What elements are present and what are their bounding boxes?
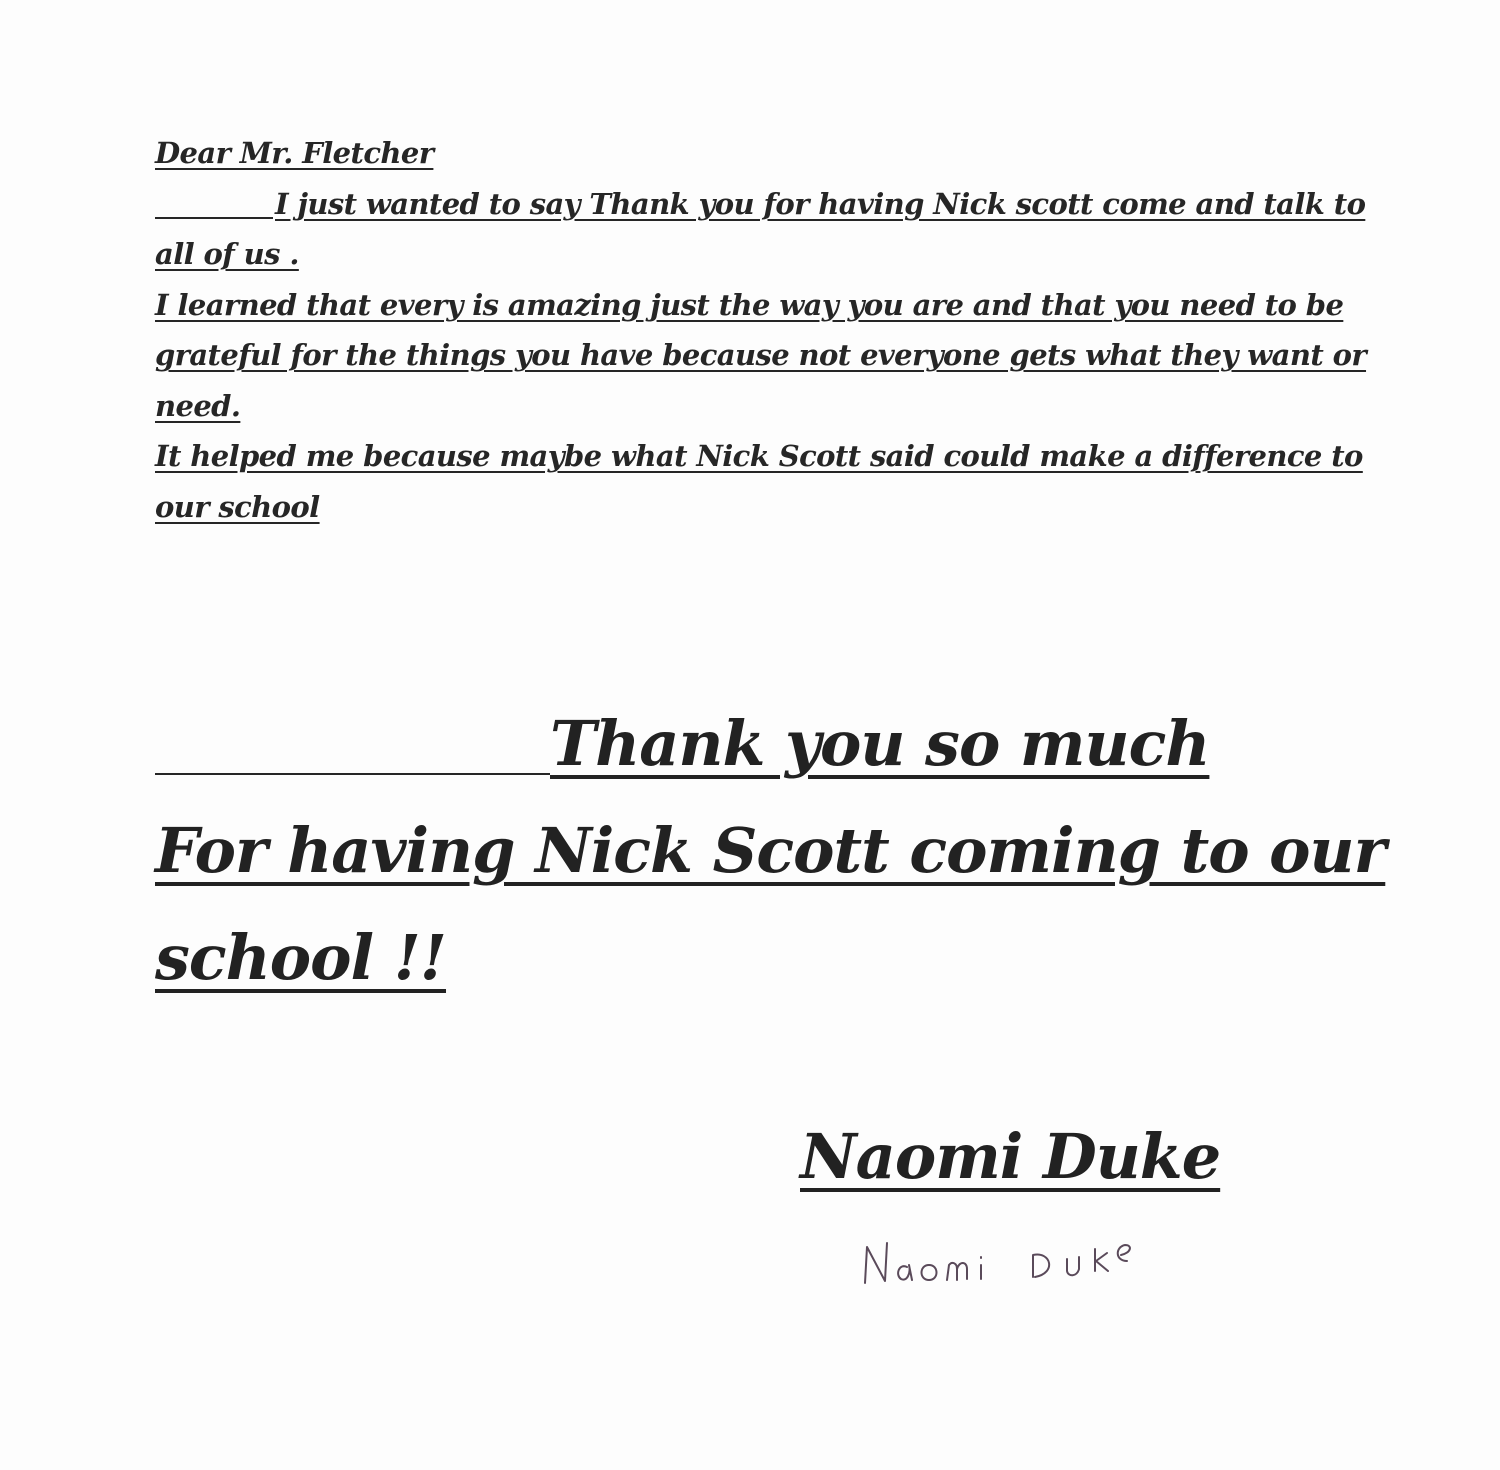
closing-line-2: For having Nick Scott coming to our school !! (155, 814, 1386, 994)
indent-rule (155, 217, 273, 219)
closing-indent-rule (155, 773, 550, 775)
closing-message (155, 690, 1455, 1011)
letter-paragraph-1-text: I just wanted to say Thank you for having Nick scott come and talk to all of us . (155, 186, 1366, 271)
letter-paragraph-3: It helped me because maybe what Nick Scott said could make a difference to our school (155, 439, 1363, 524)
handwritten-signature (855, 1225, 1165, 1295)
closing-line-1-text: Thank you so much (550, 707, 1210, 780)
letter-paragraph-1 (155, 179, 1370, 280)
letter-body (155, 128, 1370, 532)
closing-line-1 (155, 690, 1455, 797)
letter-greeting: Dear Mr. Fletcher (155, 136, 434, 170)
typed-signature: Naomi Duke (800, 1120, 1221, 1193)
letter-paragraph-2: I learned that every is amazing just the way you are and that you need to be grateful for the things you have because not everyone gets what they want or need. (155, 287, 1367, 423)
